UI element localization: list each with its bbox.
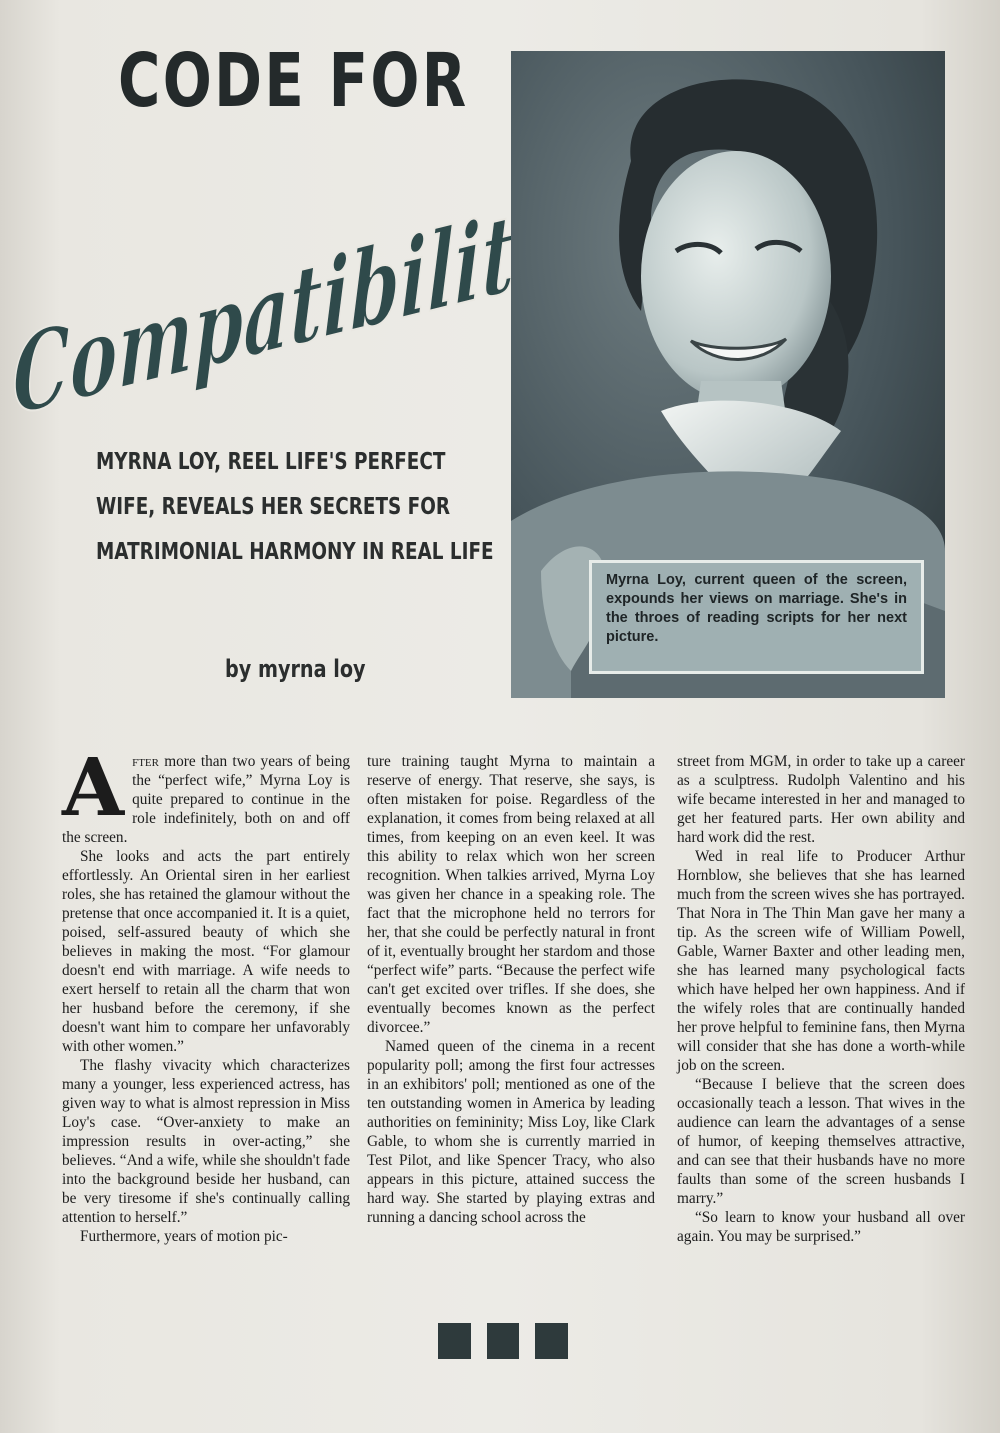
first-word: fter — [132, 753, 159, 770]
title-line-2: Compatibility — [12, 123, 779, 441]
article-paragraph — [62, 740, 350, 847]
article-paragraph: “Because I believe that the screen does occasionally teach a lesson. That wives in the audience can learn the advantages of a sense of humor, of keeping themselves attractive, and can see that their husbands have no more faults than some of the screen husbands I marry.” — [677, 1076, 965, 1207]
end-square — [438, 1323, 471, 1359]
end-square — [487, 1323, 520, 1359]
title-line-1: CODE FOR — [118, 38, 469, 124]
end-square — [535, 1323, 568, 1359]
article-paragraph: Named queen of the cinema in a recent popularity poll; among the first four actresses in an exhibitors' poll; mentioned as one of the ten outstanding women in America by leading authorities on femininity; Miss Loy, like Clark Gable, to whom she is currently married in Test Pilot, and like Spencer Tracy, who also appears in this picture, attained success the hard way. She started by playing extras and running a dancing school across the — [367, 1038, 655, 1226]
paragraph-text: more than two years of being the “perfect wife,” Myrna Loy is quite prepared to continue in the role indefinitely, both on and off the screen. — [62, 753, 350, 846]
article-column-2 — [367, 752, 655, 1227]
article-paragraph: street from MGM, in order to take up a career as a sculptress. Rudolph Valentino and his wife became interested in her and managed to get her featured parts. Her own ability and hard work did the rest. — [677, 753, 965, 846]
photo-caption: Myrna Loy, current queen of the screen, expounds her views on marriage. She's in the throes of reading scripts for her next picture. — [589, 560, 924, 674]
subtitle — [96, 440, 494, 575]
article-paragraph: Wed in real life to Producer Arthur Hornblow, she believes that she has learned much from the screen wives she has portrayed. That Nora in The Thin Man gave her many a tip. As the screen wife of William Powell, Gable, Warner Baxter and other leading men, she has learned many psychological facts which have helped her own happiness. And if the wifely roles that are continually handed her prove helpful to feminine fans, then Myrna will consider that she has done a worth-while job on the screen. — [677, 848, 965, 1074]
subtitle-line: MATRIMONIAL HARMONY IN REAL LIFE — [96, 539, 494, 565]
article-paragraph: ture training taught Myrna to maintain a reserve of energy. That reserve, she says, is often mistaken for poise. Regardless of the explanation, it comes from being relaxed at all times, from keeping on an even keel. It was this ability to relax which won her screen recognition. When talkies arrived, Myrna Loy was given her chance in a speaking role. The fact that the microphone held no terrors for her, that she could be perfectly natural in front of it, eventually brought her stardom and those “perfect wife” parts. “Because the perfect wife can't get excited over trifles. If she does, she eventually becomes known as the perfect divorcee.” — [367, 753, 655, 1036]
subtitle-line: MYRNA LOY, REEL LIFE'S PERFECT — [96, 449, 446, 475]
article-paragraph: Furthermore, years of motion pic- — [80, 1228, 288, 1245]
article-paragraph: “So learn to know your husband all over again. You may be surprised.” — [677, 1209, 965, 1245]
end-mark-squares — [438, 1323, 568, 1359]
article-paragraph: The flashy vivacity which characterizes many a younger, less experienced actress, has given way to what is almost repression in Miss Loy's case. “Over-anxiety to make an impression results in over-acting,” she believes. “And a wife, while she shouldn't fade into the background beside her husband, can be very tiresome if she's continually calling attention to herself.” — [62, 1057, 350, 1226]
article-column-1 — [62, 740, 350, 1246]
article-paragraph: She looks and acts the part entirely effortlessly. An Oriental siren in her earliest roles, she has retained the glamour without the pretense that once accompanied it. It is a quiet, poised, self-assured beauty of which she believes in making the most. “For glamour doesn't end with marriage. A wife needs to exert herself to retain all the charm that won her husband before the ceremony, if she doesn't want him to compare her unfavorably with other women.” — [62, 848, 350, 1055]
drop-cap: A — [62, 740, 125, 834]
byline: by myrna loy — [225, 655, 366, 683]
subtitle-line: WIFE, REVEALS HER SECRETS FOR — [96, 494, 451, 520]
article-column-3 — [677, 752, 965, 1246]
